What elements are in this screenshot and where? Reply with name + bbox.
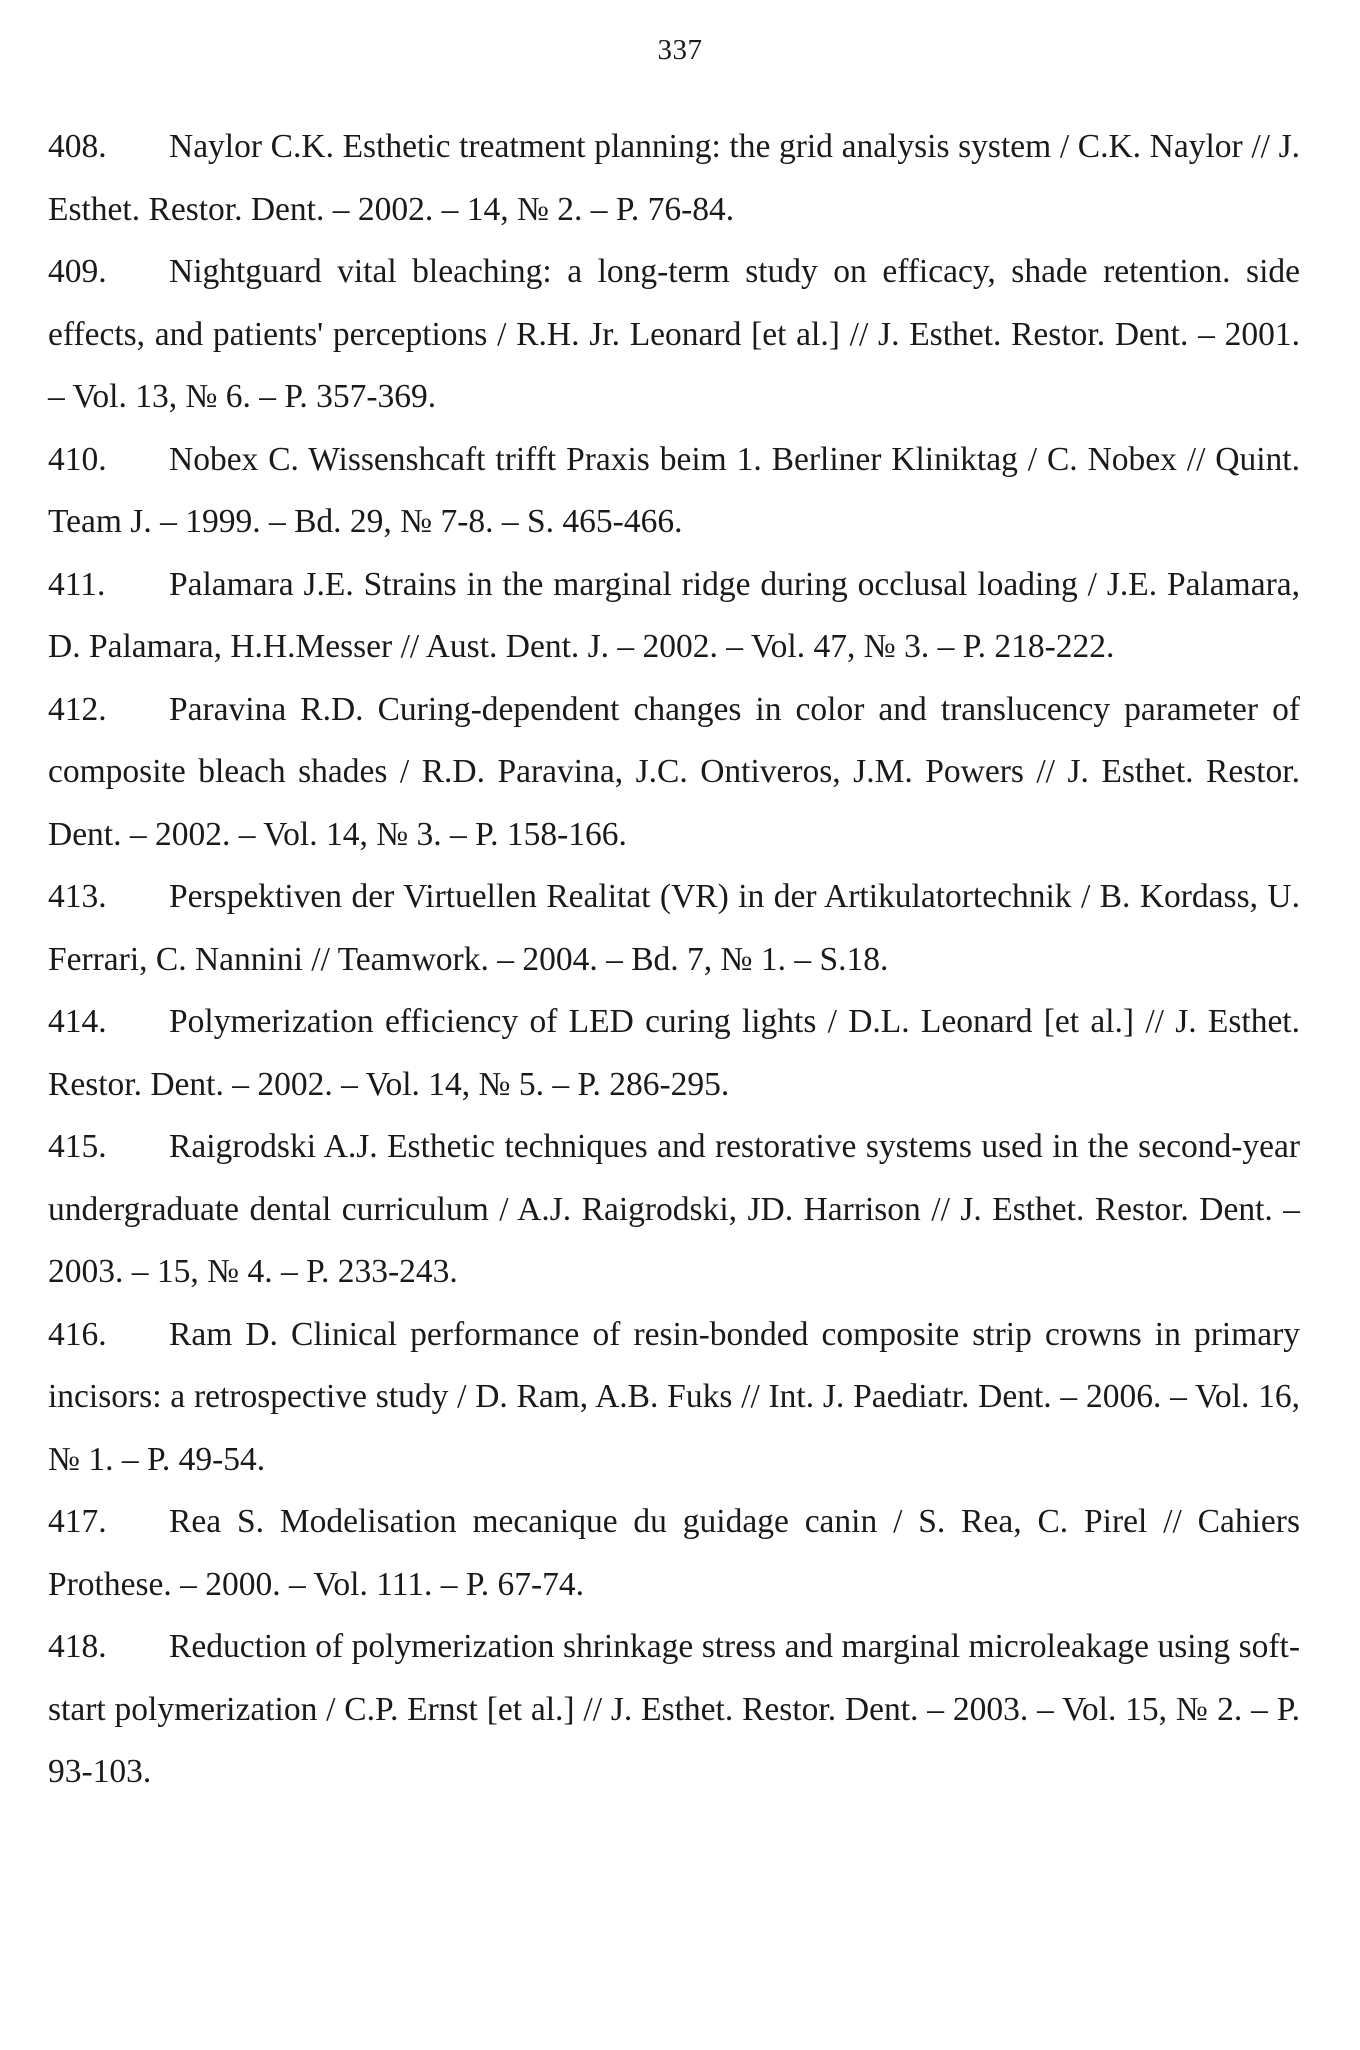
reference-number: 409. bbox=[48, 253, 107, 290]
reference-text: Reduction of polymerization shrinkage stress and marginal microleakage using soft-start polymerization / C.P. Ernst [et al.] // J. Esthet. Restor. Dent. – 2003. – Vol. 15, № 2. – P. 93-103. bbox=[48, 1628, 1300, 1790]
reference-number: 411. bbox=[48, 565, 106, 603]
reference-text: Ram D. Clinical performance of resin-bonded composite strip crowns in primary incisors: a retrospective study / D. Ram, A.B. Fuks // Int. J. Paediatr. Dent. – 2006. – Vol. 16, № 1. – P. 49-54. bbox=[48, 1315, 1300, 1478]
reference-text: Nightguard vital bleaching: a long-term study on efficacy, shade retention. side effects, and patients' perceptions / R.H. Jr. Leonard [et al.] // J. Esthet. Restor. Dent. – 2001. – Vol. 13, № 6. – P. 357-369. bbox=[48, 253, 1300, 415]
reference-number: 417. bbox=[48, 1503, 107, 1540]
reference-number: 415. bbox=[48, 1128, 107, 1165]
reference-item bbox=[48, 1304, 1300, 1492]
reference-item bbox=[48, 1116, 1300, 1304]
reference-number: 414. bbox=[48, 1003, 107, 1040]
reference-text: Palamara J.E. Strains in the marginal ridge during occlusal loading / J.E. Palamara, D. Palamara, H.H.Messer // Aust. Dent. J. – 2002. – Vol. 47, № 3. – P. 218-222. bbox=[48, 565, 1300, 665]
page-number: 337 bbox=[657, 34, 703, 66]
reference-item bbox=[48, 679, 1300, 867]
reference-text: Perspektiven der Virtuellen Realitat (VR) in der Artikulatortechnik / B. Kordass, U. Ferrari, C. Nannini // Teamwork. – 2004. – Bd. 7, № 1. – S.18. bbox=[48, 878, 1300, 978]
reference-number: 413. bbox=[48, 878, 107, 915]
reference-item bbox=[48, 991, 1300, 1116]
reference-item bbox=[48, 1616, 1300, 1804]
reference-item bbox=[48, 554, 1300, 679]
reference-list bbox=[48, 116, 1300, 1804]
reference-number: 418. bbox=[48, 1628, 107, 1665]
reference-text: Raigrodski A.J. Esthetic techniques and restorative systems used in the second-year undergraduate dental curriculum / A.J. Raigrodski, JD. Harrison // J. Esthet. Restor. Dent. – 2003. – 15, № 4. – P. 233-243. bbox=[48, 1128, 1300, 1290]
reference-item bbox=[48, 116, 1300, 241]
reference-number: 412. bbox=[48, 690, 107, 728]
reference-text: Naylor C.K. Esthetic treatment planning: the grid analysis system / C.K. Naylor // J. Esthet. Restor. Dent. – 2002. – 14, № 2. – P. 76-84. bbox=[48, 128, 1300, 228]
reference-item bbox=[48, 1491, 1300, 1616]
reference-number: 416. bbox=[48, 1315, 107, 1353]
reference-text: Polymerization efficiency of LED curing lights / D.L. Leonard [et al.] // J. Esthet. Restor. Dent. – 2002. – Vol. 14, № 5. – P. 286-295. bbox=[48, 1003, 1300, 1103]
reference-number: 408. bbox=[48, 128, 107, 165]
reference-text: Rea S. Modelisation mecanique du guidage canin / S. Rea, C. Pirel // Cahiers Prothese. – 2000. – Vol. 111. – P. 67-74. bbox=[48, 1503, 1300, 1603]
reference-text: Nobex C. Wissenshcaft trifft Praxis beim 1. Berliner Kliniktag / C. Nobex // Quint. Team J. – 1999. – Bd. 29, № 7-8. – S. 465-466. bbox=[48, 440, 1300, 540]
reference-item bbox=[48, 866, 1300, 991]
reference-item bbox=[48, 241, 1300, 429]
reference-number: 410. bbox=[48, 440, 107, 478]
reference-text: Paravina R.D. Curing-dependent changes in color and translucency parameter of composite bleach shades / R.D. Paravina, J.C. Ontiveros, J.M. Powers // J. Esthet. Restor. Dent. – 2002. – Vol. 14, № 3. – P. 158-166. bbox=[48, 690, 1300, 853]
reference-item bbox=[48, 429, 1300, 554]
